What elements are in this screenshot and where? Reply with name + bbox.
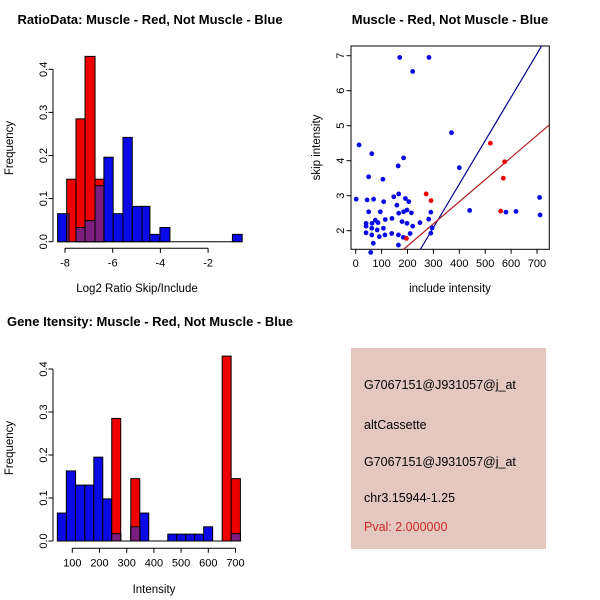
svg-text:0.0: 0.0 <box>38 533 50 549</box>
svg-text:100: 100 <box>372 257 391 270</box>
svg-text:500: 500 <box>476 257 495 270</box>
svg-text:0.3: 0.3 <box>38 404 50 420</box>
svg-text:0: 0 <box>352 257 359 270</box>
svg-text:5: 5 <box>335 122 347 129</box>
svg-text:4: 4 <box>335 157 347 164</box>
svg-text:0.1: 0.1 <box>38 490 50 506</box>
svg-text:Frequency: Frequency <box>4 420 16 476</box>
svg-text:-6: -6 <box>107 257 118 270</box>
svg-text:600: 600 <box>199 557 218 570</box>
svg-text:0.2: 0.2 <box>38 147 50 164</box>
svg-text:-2: -2 <box>203 257 213 270</box>
ratio-hist-title: RatioData: Muscle - Red, Not Muscle - Blue <box>17 12 283 27</box>
svg-text:300: 300 <box>117 557 136 570</box>
svg-text:400: 400 <box>144 557 164 570</box>
svg-text:0.4: 0.4 <box>38 61 50 77</box>
svg-text:3: 3 <box>335 192 347 199</box>
svg-text:skip intensity: skip intensity <box>311 114 323 181</box>
svg-text:200: 200 <box>398 257 417 270</box>
chromosome-line: chr3.15944-1.25 <box>364 491 456 505</box>
intensity-scatter <box>311 46 549 295</box>
svg-text:-4: -4 <box>155 257 166 270</box>
svg-text:600: 600 <box>501 257 521 270</box>
splice-type-line: altCassette <box>364 418 427 432</box>
info-box <box>351 348 546 549</box>
svg-text:-8: -8 <box>60 257 70 270</box>
svg-text:0.4: 0.4 <box>38 361 50 377</box>
svg-text:0.3: 0.3 <box>38 104 50 121</box>
gene-intensity-histogram <box>4 356 245 596</box>
svg-text:700: 700 <box>226 557 245 570</box>
svg-text:Log2 Ratio Skip/Include: Log2 Ratio Skip/Include <box>76 283 198 295</box>
svg-text:Frequency: Frequency <box>4 120 16 176</box>
gene-hist-title: Gene Itensity: Muscle - Red, Not Muscle - Blue <box>6 314 294 329</box>
svg-text:include intensity: include intensity <box>409 283 491 295</box>
pval-line: Pval: 2.000000 <box>364 520 448 534</box>
svg-text:700: 700 <box>527 257 547 270</box>
svg-text:6: 6 <box>335 87 347 94</box>
svg-text:0.0: 0.0 <box>38 234 50 250</box>
svg-text:0.1: 0.1 <box>38 190 50 207</box>
svg-text:300: 300 <box>424 257 443 270</box>
svg-text:7: 7 <box>335 52 347 59</box>
svg-text:Intensity: Intensity <box>132 584 176 596</box>
svg-text:100: 100 <box>63 557 82 570</box>
ratio-histogram <box>4 56 242 295</box>
probe-id-line-2: G7067151@J931057@j_at <box>364 455 516 469</box>
svg-text:500: 500 <box>171 557 191 570</box>
svg-text:400: 400 <box>450 257 469 270</box>
svg-text:200: 200 <box>90 557 109 570</box>
svg-text:2: 2 <box>335 227 347 234</box>
svg-text:0.2: 0.2 <box>38 447 50 463</box>
scatter-title: Muscle - Red, Not Muscle - Blue <box>351 12 549 27</box>
probe-id-line: G7067151@J931057@j_at <box>364 378 516 392</box>
